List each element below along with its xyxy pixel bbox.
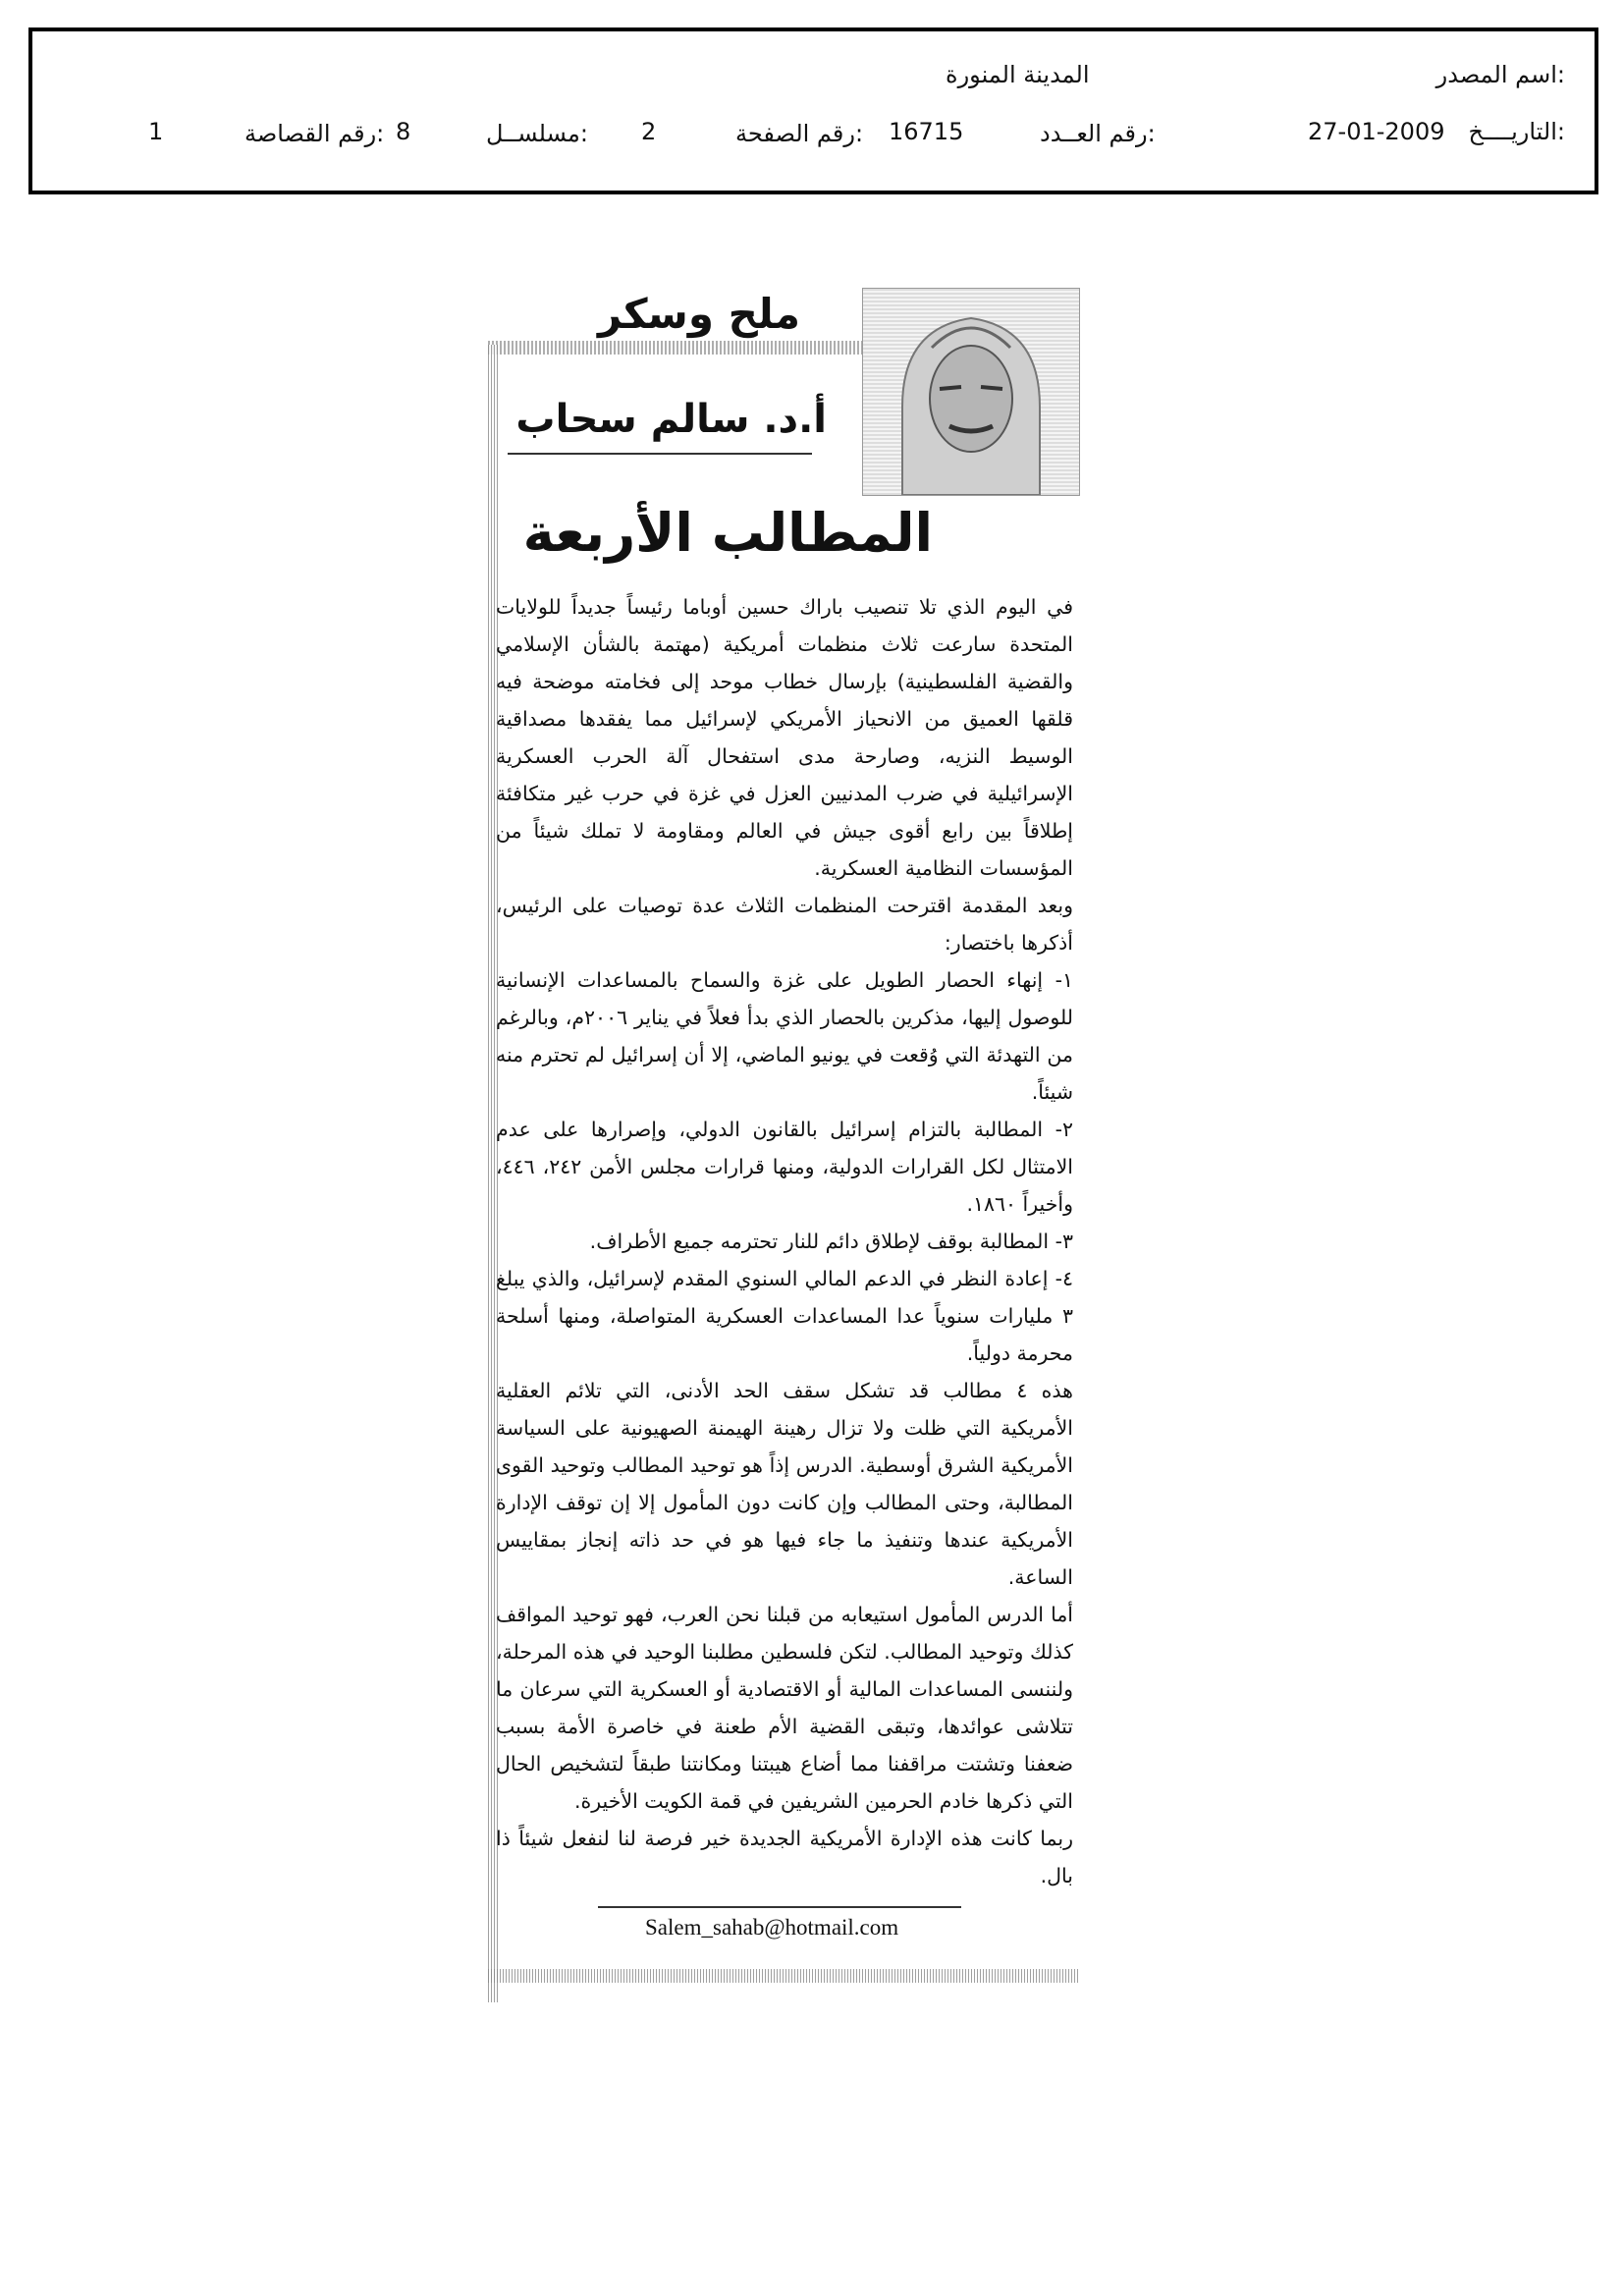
paragraph: ٣- المطالبة بوقف لإطلاق دائم للنار تحترمه جميع الأطراف. — [589, 1230, 1073, 1253]
article-body — [496, 588, 1073, 1894]
serial-value: 8 — [396, 118, 411, 145]
paragraph: ٢- المطالبة بالتزام إسرائيل بالقانون الدولي، وإصرارها على عدم الامتثال لكل القرارات الدولية، ومنها قرارات مجلس الأمن ٢٤٢، ٤٤٦، وأخيراً ١٨٦٠. — [496, 1118, 1074, 1216]
paragraph: ٤- إعادة النظر في الدعم المالي السنوي المقدم لإسرائيل، والذي يبلغ ٣ مليارات سنوياً عدا المساعدات العسكرية المتواصلة، ومنها أسلحة محرمة دولياً. — [496, 1267, 1073, 1365]
author-portrait-icon — [863, 289, 1079, 495]
article-headline: المطالب الأربعة — [522, 502, 933, 564]
page-value: 2 — [641, 118, 657, 145]
source-value: المدينة المنورة — [946, 61, 1090, 88]
bottom-dotted-rule — [488, 1969, 1080, 1983]
paragraph: هذه ٤ مطالب قد تشكل سقف الحد الأدنى، التي تلائم العقلية الأمريكية التي ظلت ولا تزال رهينة الهيمنة الصهيونية على السياسة الأمريكية الشرق أوسطية. الدرس إذاً هو توحيد المطالب وتوحيد القوى المطالبة، وحتى المطالب وإن كانت دون المأمول إلا إن توقف الإدارة الأمريكية عندها وتنفيذ ما جاء فيها هو في حد ذاته إنجاز بمقاييس الساعة. — [496, 1379, 1073, 1589]
author-underline — [508, 453, 812, 455]
issue-label: رقم العــدد: — [1040, 120, 1156, 147]
archive-header — [28, 27, 1598, 194]
issue-value: 16715 — [889, 118, 964, 145]
top-dotted-rule — [488, 341, 881, 355]
date-value: 27-01-2009 — [1308, 118, 1445, 145]
paragraph: في اليوم الذي تلا تنصيب باراك حسين أوباما رئيساً جديداً للولايات المتحدة سارعت ثلاث منظمات أمريكية (مهتمة بالشأن الإسلامي والقضية الفلسطينية) بإرسال خطاب موحد إلى فخامته موضحة فيه قلقها العميق من الانحياز الأمريكي لإسرائيل مما يفقدها مصداقية الوسيط النزيه، وصارحة مدى استفحال آلة الحرب العسكرية الإسرائيلية في ضرب المدنيين العزل في غزة في حرب غير متكافئة إطلاقاً بين رابع أقوى جيش في العالم ومقاومة لا تملك شيئاً من المؤسسات النظامية العسكرية. — [496, 595, 1073, 880]
page-label: رقم الصفحة: — [735, 120, 864, 147]
clip-value: 1 — [148, 118, 164, 145]
newspaper-clipping — [488, 284, 1080, 2004]
date-label: التاريــــخ: — [1468, 118, 1565, 145]
column-title: ملح وسكر — [597, 290, 800, 338]
paragraph: أما الدرس المأمول استيعابه من قبلنا نحن العرب، فهو توحيد المواقف كذلك وتوحيد المطالب. لتكن فلسطين مطلبنا الوحيد في هذه المرحلة، ولننسى المساعدات المالية أو الاقتصادية أو العسكرية التي سرعان ما تتلاشى عوائدها، وتبقى القضية الأم طعنة في خاصرة الأمة بسبب ضعفنا وتشتت مراقفنا مما أضاع هيبتنا ومكانتنا طبقاً لتشخيص الحال التي ذكرها خادم الحرمين الشريفين في قمة الكويت الأخيرة. — [496, 1603, 1073, 1813]
clip-label: رقم القصاصة: — [244, 120, 385, 147]
author-photo — [862, 288, 1080, 496]
serial-label: مسلســل: — [486, 120, 588, 147]
source-label: اسم المصدر: — [1435, 61, 1565, 88]
author-email: Salem_sahab@hotmail.com — [645, 1915, 899, 1940]
paragraph: وبعد المقدمة اقترحت المنظمات الثلاث عدة توصيات على الرئيس، أذكرها باختصار: — [496, 894, 1073, 955]
paragraph: ربما كانت هذه الإدارة الأمريكية الجديدة خير فرصة لنا لنفعل شيئاً ذا بال. — [496, 1827, 1073, 1887]
email-rule — [598, 1906, 961, 1908]
author-name: أ.د. سالم سحاب — [515, 397, 827, 442]
paragraph: ١- إنهاء الحصار الطويل على غزة والسماح بالمساعدات الإنسانية للوصول إليها، مذكرين بالحصار الذي بدأ فعلاً في يناير ٢٠٠٦م، وبالرغم من التهدئة التي وُقعت في يونيو الماضي، إلا أن إسرائيل لم تحترم منه شيئاً. — [496, 968, 1073, 1104]
